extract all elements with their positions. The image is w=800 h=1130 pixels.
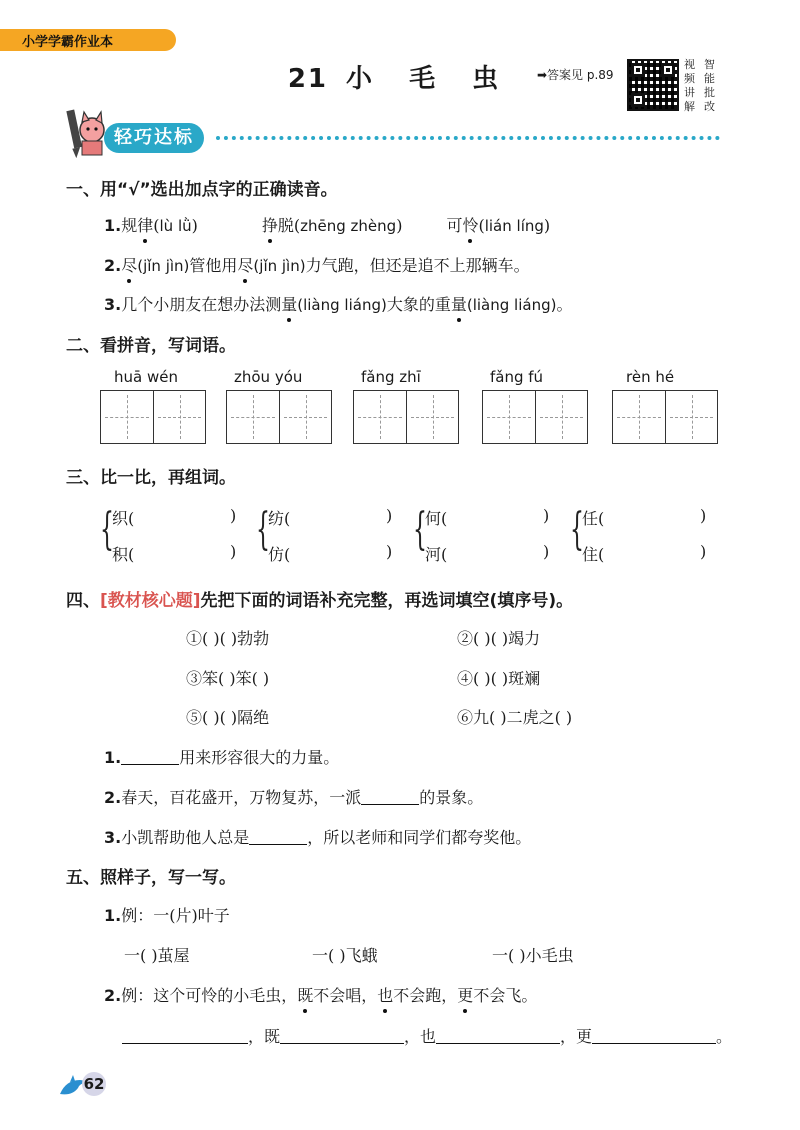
writing-grid[interactable] bbox=[100, 390, 206, 444]
answer-blank[interactable] bbox=[249, 829, 307, 845]
idiom-item: ④( )( )斑斓 bbox=[457, 669, 541, 688]
pencil-cat-icon bbox=[62, 108, 108, 158]
page-number: 62 bbox=[82, 1072, 106, 1096]
lesson-name: 小 毛 虫 bbox=[346, 64, 513, 94]
measure-word-item: 一( )小毛虫 bbox=[492, 946, 574, 965]
section-4-heading: 四、[教材核心题]先把下面的词语补充完整，再选词填空(填序号)。 bbox=[66, 591, 574, 611]
s1-question-2: 2.尽(jǐn jìn)管他用尽(jǐn jìn)力气跑，但还是追不上那辆车。 bbox=[104, 253, 530, 276]
lesson-number: 21 bbox=[287, 64, 329, 94]
idiom-item: ③笨( )笨( ) bbox=[186, 669, 270, 688]
idiom-item: ②( )( )竭力 bbox=[457, 629, 541, 648]
answer-blank[interactable] bbox=[361, 789, 419, 805]
compare-pair: { 纺( ) 仿( ) bbox=[256, 504, 393, 564]
compare-pair: { 何( ) 河( ) bbox=[413, 504, 550, 564]
section-3-heading: 三、比一比，再组词。 bbox=[66, 468, 236, 488]
answer-blank[interactable] bbox=[122, 1028, 248, 1044]
idiom-item: ①( )( )勃勃 bbox=[186, 629, 270, 648]
dotted-divider bbox=[216, 136, 720, 140]
s1-question-1: 1.规律(lù lǜ) 挣脱(zhēng zhèng) 可怜(lián líng) bbox=[104, 213, 550, 236]
writing-grid[interactable] bbox=[353, 390, 459, 444]
sentence-fill: ，既 ，也 ，更 。 bbox=[122, 1024, 732, 1047]
s4-question-3: 3.小凯帮助他人总是 ，所以老师和同学们都夸奖他。 bbox=[104, 828, 532, 847]
series-name: 小学学霸作业本 bbox=[22, 35, 114, 50]
answer-blank[interactable] bbox=[121, 749, 179, 765]
s5-question-2: 2.例：这个可怜的小毛虫，既不会唱，也不会跑，更不会飞。 bbox=[104, 983, 537, 1006]
s4-question-1: 1. 用来形容很大的力量。 bbox=[104, 748, 340, 767]
idiom-item: ⑥九( )二虎之( ) bbox=[457, 708, 573, 727]
measure-word-item: 一( )茧屋 bbox=[124, 946, 190, 965]
section-5-heading: 五、照样子，写一写。 bbox=[66, 868, 236, 888]
series-tab bbox=[0, 29, 176, 51]
compare-pair: { 织( ) 积( ) bbox=[100, 504, 237, 564]
answer-blank[interactable] bbox=[592, 1028, 716, 1044]
writing-grid[interactable] bbox=[482, 390, 588, 444]
lesson-title bbox=[0, 58, 800, 95]
section-1-heading: 一、用“√”选出加点字的正确读音。 bbox=[66, 180, 338, 200]
core-tag: [教材核心题] bbox=[100, 591, 201, 611]
writing-grid[interactable] bbox=[226, 390, 332, 444]
section-badge: 轻巧达标 bbox=[104, 123, 204, 153]
s5-question-1: 1.例：一(片)叶子 bbox=[104, 906, 230, 925]
s4-question-2: 2.春天，百花盛开，万物复苏，一派 的景象。 bbox=[104, 788, 484, 807]
compare-pair: { 任( ) 住( ) bbox=[570, 504, 707, 564]
idiom-item: ⑤( )( )隔绝 bbox=[186, 708, 270, 727]
writing-grid[interactable] bbox=[612, 390, 718, 444]
section-2-heading: 二、看拼音，写词语。 bbox=[66, 336, 236, 356]
qr-code[interactable] bbox=[627, 59, 679, 111]
s1-question-3: 3.几个小朋友在想办法测量(liàng liáng)大象的重量(liàng liáng)。 bbox=[104, 292, 572, 315]
answer-blank[interactable] bbox=[280, 1028, 404, 1044]
answer-blank[interactable] bbox=[436, 1028, 560, 1044]
measure-word-item: 一( )飞蛾 bbox=[312, 946, 378, 965]
answer-reference: ➡答案见 p.89 bbox=[537, 68, 614, 82]
qr-label: 视 智 频 能 讲 批 解 改 bbox=[684, 58, 715, 113]
